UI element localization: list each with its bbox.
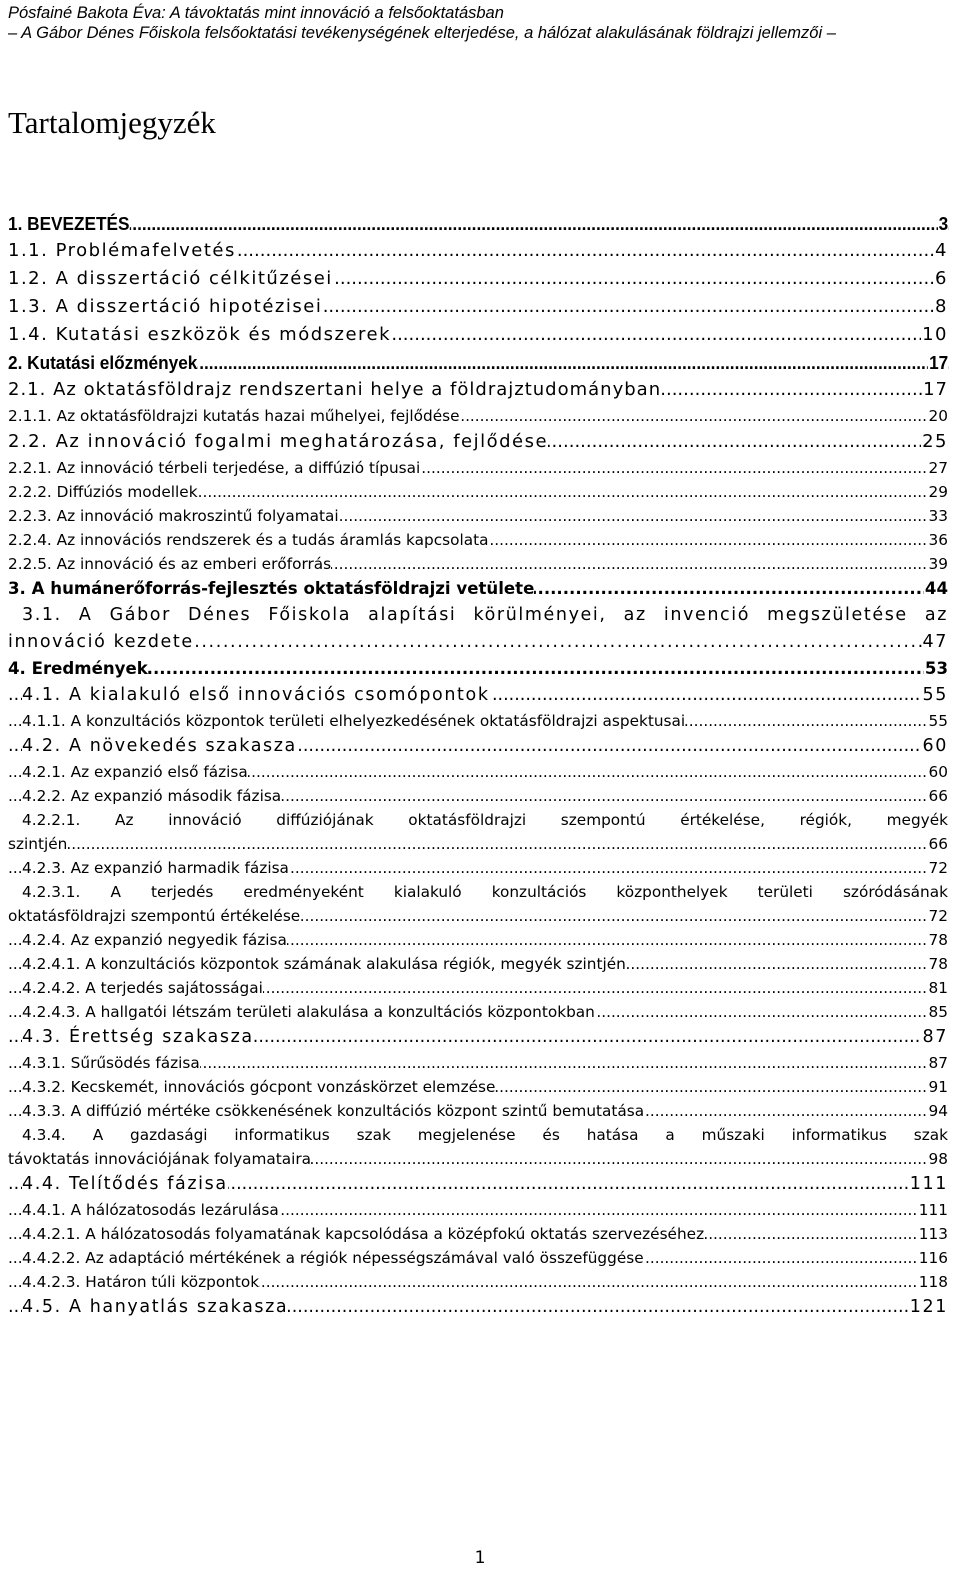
toc-entry-2-2-1[interactable]: ..... 2.2.1. Az innováció térbeli terjedése, a diffúzió típusai 27: [8, 456, 948, 480]
running-header-title: Pósfainé Bakota Éva: A távoktatás mint innováció a felsőoktatásban: [8, 4, 504, 22]
toc-entry-4-2-4-3[interactable]: ..... 4.2.4.3. A hallgatói létszám területi alakulása a konzultációs központokban 85: [8, 1000, 948, 1024]
toc-entry-4-2-2[interactable]: ..... 4.2.2. Az expanzió második fázisa 66: [8, 784, 948, 808]
toc-entry-2[interactable]: ..... 2. Kutatási előzmények 17: [8, 349, 948, 376]
page-title: Tartalomjegyzék: [8, 105, 216, 140]
toc-entry-4-2-3[interactable]: ..... 4.2.3. Az expanzió harmadik fázisa 72: [8, 856, 948, 880]
toc-entry-3[interactable]: ..... 3. A humánerőforrás-fejlesztés oktatásföldrajzi vetülete 44: [8, 576, 948, 602]
toc-entry-4-2-4-2[interactable]: ..... 4.2.4.2. A terjedés sajátosságai 81: [8, 976, 948, 1000]
toc-entry-4-4-2-3[interactable]: ..... 4.4.2.3. Határon túli központok 118: [8, 1270, 948, 1294]
toc-entry-2-2[interactable]: ..... 2.2. Az innováció fogalmi meghatározása, fejlődése 25: [8, 428, 948, 456]
toc-entry-2-2-3[interactable]: ..... 2.2.3. Az innováció makroszintű folyamatai 33: [8, 504, 948, 528]
toc-entry-2-2-5[interactable]: ..... 2.2.5. Az innováció és az emberi erőforrás 39: [8, 552, 948, 576]
toc-entry-2-2-2[interactable]: ..... 2.2.2. Diffúziós modellek 29: [8, 480, 948, 504]
table-of-contents: [8, 210, 948, 1321]
page-number: 1: [474, 1548, 486, 1568]
toc-entry-4-3[interactable]: ..... 4.3. Érettség szakasza 87: [8, 1024, 948, 1051]
toc-entry-4[interactable]: ..... 4. Eredmények 53: [8, 656, 948, 682]
toc-entry-1-2[interactable]: ..... 1.2. A disszertáció célkitűzései 6: [8, 265, 948, 293]
toc-entry-1-1[interactable]: ..... 1.1. Problémafelvetés 4: [8, 237, 948, 265]
toc-entry-4-4[interactable]: ..... 4.4. Telítődés fázisa 111: [8, 1171, 948, 1198]
toc-entry-4-2[interactable]: ..... 4.2. A növekedés szakasza 60: [8, 733, 948, 760]
toc-entry-4-2-4-1[interactable]: ..... 4.2.4.1. A konzultációs központok számának alakulása régiók, megyék szintjén 78: [8, 952, 948, 976]
toc-entry-1-3[interactable]: ..... 1.3. A disszertáció hipotézisei 8: [8, 293, 948, 321]
toc-entry-1[interactable]: ..... 1. BEVEZETÉS 3: [8, 210, 948, 237]
toc-entry-4-2-1[interactable]: ..... 4.2.1. Az expanzió első fázisa 60: [8, 760, 948, 784]
toc-entry-4-1-1[interactable]: ..... 4.1.1. A konzultációs központok területi elhelyezkedésének oktatásföldrajzi aspektusai 55: [8, 709, 948, 733]
toc-entry-2-1[interactable]: ..... 2.1. Az oktatásföldrajz rendszertani helye a földrajztudományban 17: [8, 376, 948, 404]
toc-entry-2-1-1[interactable]: ..... 2.1.1. Az oktatásföldrajzi kutatás hazai műhelyei, fejlődése 20: [8, 404, 948, 428]
toc-entry-4-1[interactable]: ..... 4.1. A kialakuló első innovációs csomópontok 55: [8, 682, 948, 709]
toc-entry-4-3-2[interactable]: ..... 4.3.2. Kecskemét, innovációs gócpont vonzáskörzet elemzése 91: [8, 1075, 948, 1099]
toc-entry-4-3-3[interactable]: ..... 4.3.3. A diffúzió mértéke csökkenésének konzultációs központ szintű bemutatása 94: [8, 1099, 948, 1123]
toc-entry-4-4-2-1[interactable]: ..... 4.4.2.1. A hálózatosodás folyamatának kapcsolódása a középfokú oktatás szervezéséhez 113: [8, 1222, 948, 1246]
toc-entry-2-2-4[interactable]: ..... 2.2.4. Az innovációs rendszerek és a tudás áramlás kapcsolata 36: [8, 528, 948, 552]
toc-entry-3-1[interactable]: 3.1. A Gábor Dénes Főiskola alapítási körülményei, az invenció megszületése az ..... innováció kezdete 47: [8, 602, 948, 656]
toc-entry-4-4-2-2[interactable]: ..... 4.4.2.2. Az adaptáció mértékének a régiók népességszámával való összefüggése 116: [8, 1246, 948, 1270]
toc-entry-4-3-4[interactable]: 4.3.4. A gazdasági informatikus szak megjelenése és hatása a műszaki informatikus szak ..... távoktatás innovációjának folyamataira 98: [8, 1123, 948, 1171]
toc-entry-4-3-1[interactable]: ..... 4.3.1. Sűrűsödés fázisa 87: [8, 1051, 948, 1075]
toc-entry-4-2-2-1[interactable]: 4.2.2.1. Az innováció diffúziójának oktatásföldrajzi szempontú értékelése, régiók, megyék ..... szintjén 66: [8, 808, 948, 856]
toc-entry-4-2-3-1[interactable]: 4.2.3.1. A terjedés eredményeként kialakuló konzultációs központhelyek területi szóródásának ..... oktatásföldrajzi szempontú értékelése 72: [8, 880, 948, 928]
toc-entry-4-5[interactable]: ..... 4.5. A hanyatlás szakasza 121: [8, 1294, 948, 1321]
toc-entry-4-4-1[interactable]: ..... 4.4.1. A hálózatosodás lezárulása 111: [8, 1198, 948, 1222]
running-header-subtitle: – A Gábor Dénes Főiskola felsőoktatási tevékenységének elterjedése, a hálózat alakulásának földrajzi jellemzői –: [8, 24, 836, 42]
toc-entry-1-4[interactable]: ..... 1.4. Kutatási eszközök és módszerek 10: [8, 321, 948, 349]
toc-entry-4-2-4[interactable]: ..... 4.2.4. Az expanzió negyedik fázisa 78: [8, 928, 948, 952]
